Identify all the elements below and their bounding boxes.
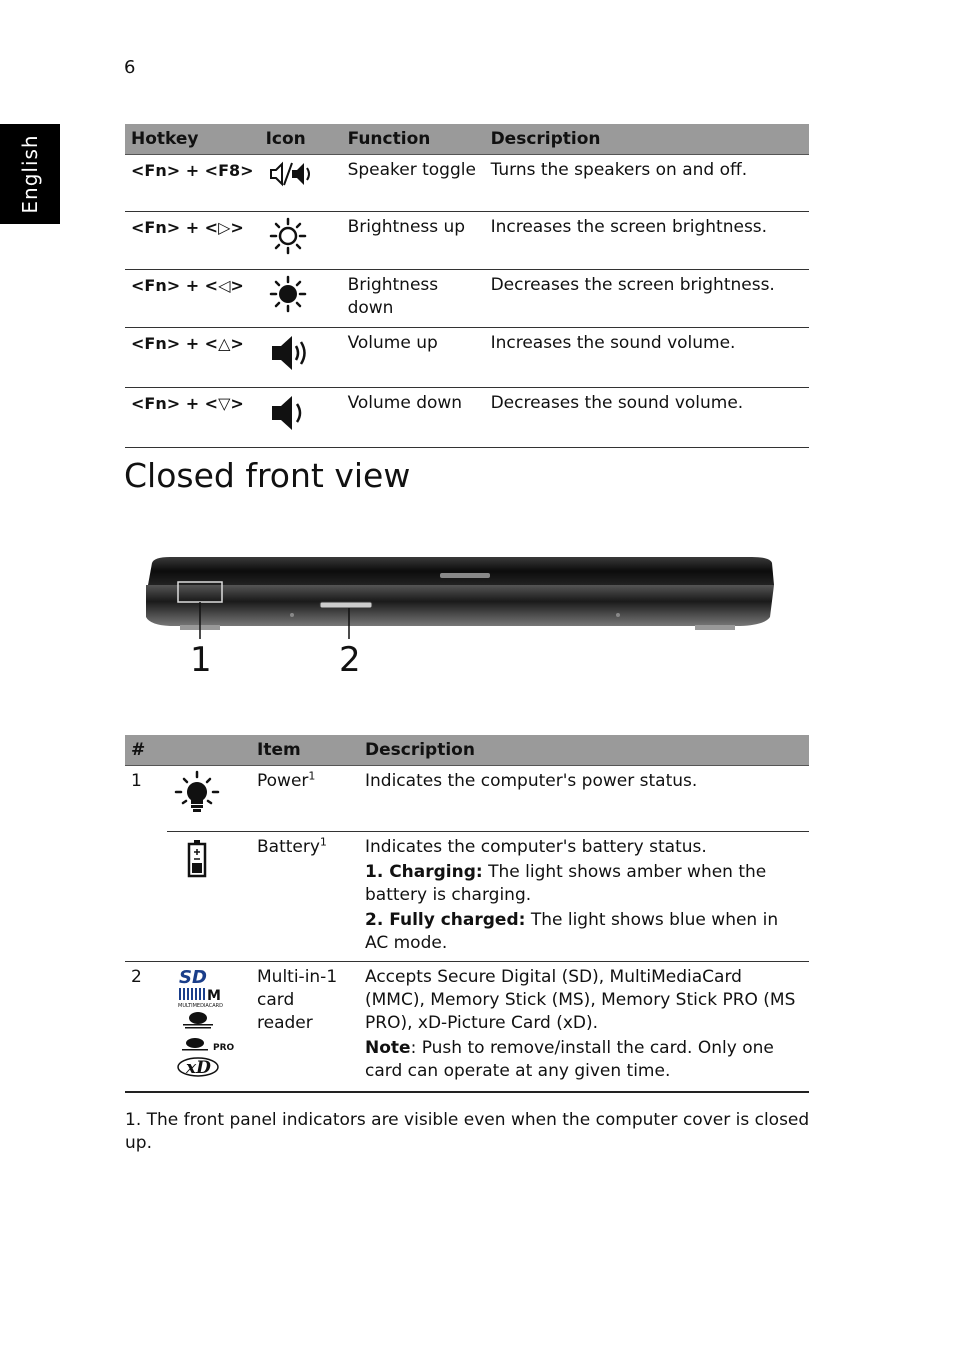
volume-up-icon [268,332,310,374]
table-row [125,270,809,328]
item-name: Multi-in-1 card reader [251,962,359,1093]
icon-cell [260,155,342,212]
icon-cell [260,270,342,328]
item-name-text: Battery [257,837,320,857]
front-items-table [125,735,809,1093]
icon-cell [167,832,251,962]
hotkey-cell: <Fn> + <F8> [125,155,260,212]
icon-cell [260,328,342,388]
function-cell: Volume down [342,388,485,448]
power-light-icon [173,770,221,818]
footnote-ref: 1 [308,769,316,783]
function-cell: Volume up [342,328,485,388]
table-row [125,155,809,212]
battery-description: Indicates the computer's battery status. [365,837,707,857]
item-name [251,766,359,832]
header-number: # [125,735,167,766]
hotkey-cell: <Fn> + <▷> [125,212,260,270]
icon-cell [260,388,342,448]
header-function: Function [342,124,485,155]
charging-paragraph [365,861,803,907]
header-description: Description [485,124,809,155]
note-text: : Push to remove/install the card. Only one card can operate at any given time. [365,1038,774,1081]
card-format-logos-icon [173,966,243,1078]
card-reader-description: Accepts Secure Digital (SD), MultiMediaCard (MMC), Memory Stick (MS), Memory Stick PRO (MS PRO), xD-Picture Card (xD). [365,967,796,1033]
battery-icon [173,836,221,882]
description-cell: Decreases the sound volume. [485,388,809,448]
description-cell: Decreases the screen brightness. [485,270,809,328]
table-row [125,212,809,270]
icon-cell [260,212,342,270]
header-icon: Icon [260,124,342,155]
table-header-row [125,735,809,766]
table-row [125,388,809,448]
item-number-empty [125,832,167,962]
hotkey-cell: <Fn> + <▽> [125,388,260,448]
charging-label: 1. Charging: [365,862,483,882]
laptop-front-view-image [140,555,780,645]
table-row [125,962,809,1093]
function-cell: Brightness up [342,212,485,270]
brightness-up-icon [268,216,308,256]
icon-cell [167,962,251,1093]
note-label: Note [365,1038,411,1058]
description-cell: Turns the speakers on and off. [485,155,809,212]
callout-2: 2 [339,640,361,680]
speaker-toggle-icon [268,159,314,189]
charged-label: 2. Fully charged: [365,910,526,930]
hotkey-cell: <Fn> + <△> [125,328,260,388]
hotkey-table [125,124,809,448]
xd-logo: xD [186,1058,211,1078]
section-title: Closed front view [124,456,411,495]
item-name-text: Power [257,771,309,791]
volume-down-icon [268,392,310,434]
footnote: 1. The front panel indicators are visible even when the computer cover is closed up. [125,1110,810,1153]
charging-text: The light shows amber when the battery is charging. [365,862,767,905]
table-row [125,832,809,962]
item-number: 1 [131,771,142,791]
table-row [125,328,809,388]
note-paragraph [365,1037,803,1083]
footnote-ref: 1 [319,835,327,849]
description-cell: Increases the sound volume. [485,328,809,388]
charged-text: The light shows blue when in AC mode. [365,910,779,953]
side-tab-label: English [18,134,42,214]
item-description [359,962,809,1093]
charged-paragraph [365,909,803,955]
brightness-down-icon [268,274,308,314]
item-description [359,832,809,962]
svg-text:M: M [207,988,221,1004]
table-header-row [125,124,809,155]
header-icon [167,735,251,766]
ms-pro-logo: PRO [213,1043,235,1053]
function-cell: Speaker toggle [342,155,485,212]
item-name [251,832,359,962]
function-cell: Brightness down [342,270,485,328]
description-cell: Increases the screen brightness. [485,212,809,270]
language-side-tab [0,124,60,224]
item-number: 2 [125,962,167,1093]
table-row [125,766,809,832]
page-number: 6 [124,57,136,78]
header-item: Item [251,735,359,766]
sd-logo: SD [179,967,207,988]
hotkey-cell: <Fn> + <◁> [125,270,260,328]
header-hotkey: Hotkey [125,124,260,155]
header-description: Description [359,735,809,766]
mmc-logo: MULTIMEDIACARD [178,1003,223,1009]
item-description: Indicates the computer's power status. [359,766,809,832]
callout-1: 1 [190,640,212,680]
icon-cell [167,766,251,832]
